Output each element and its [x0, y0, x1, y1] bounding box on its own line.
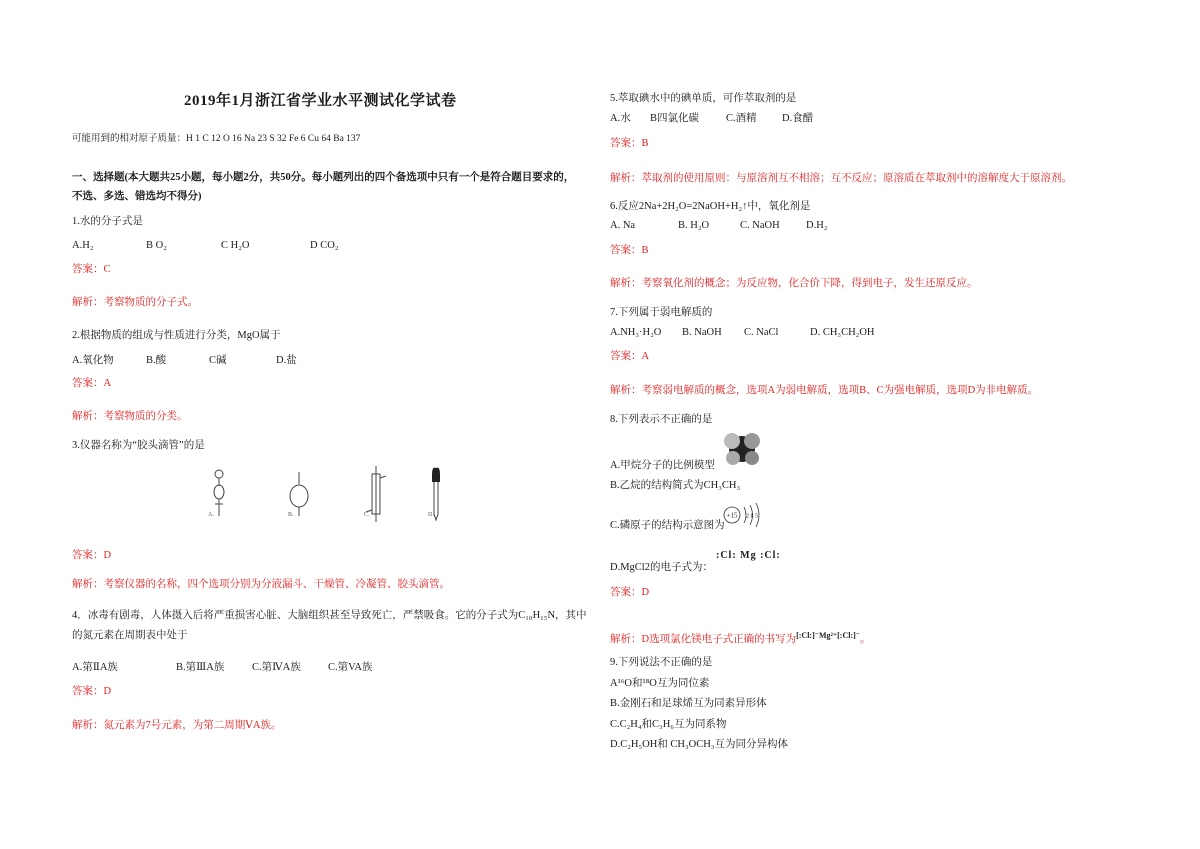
q8-analysis-text: 解析：D选项氯化镁电子式正确的书写为: [610, 634, 797, 645]
q6-option-a: A. Na: [610, 220, 636, 231]
q9-stem: 9.下列说法不正确的是: [610, 657, 713, 668]
q1-option-c: C H₂O: [221, 240, 250, 251]
q2-option-b: B.酸: [146, 355, 167, 366]
methane-model-image: [722, 430, 762, 471]
q5-option-c: C.酒精: [726, 113, 757, 124]
q8-option-c: C.磷原子的结构示意图为: [610, 520, 725, 531]
q2-option-c: C碱: [209, 355, 227, 366]
q7-analysis: 解析：考察弱电解质的概念，选项A为弱电解质，选项B、C为强电解质，选项D为非电解质。: [610, 385, 1039, 396]
instrument-label-a: A.: [208, 512, 214, 518]
q8-option-b: B.乙烷的结构简式为CH₃CH₃: [610, 480, 741, 491]
q1-option-a: A.H₂: [72, 240, 94, 251]
q5-option-a: A.水: [610, 113, 631, 124]
q2-analysis: 解析：考察物质的分类。: [72, 411, 188, 422]
svg-text:+15: +15: [726, 511, 738, 520]
separatory-funnel-icon: [214, 470, 224, 516]
q3-answer: 答案：D: [72, 550, 112, 561]
instrument-drawings: [204, 464, 444, 524]
q9-option-b: B.金刚石和足球烯互为同素异形体: [610, 698, 767, 709]
q6-stem: 6.反应2Na+2H₂O=2NaOH+H₂↑中，氧化剂是: [610, 201, 811, 212]
q7-option-d: D. CH₃CH₂OH: [810, 327, 875, 338]
q6-option-c: C. NaOH: [740, 220, 780, 231]
q7-stem: 7.下列属于弱电解质的: [610, 307, 713, 318]
q9-option-a: A¹⁶O和¹⁸O互为同位素: [610, 678, 710, 689]
q2-stem: 2.根据物质的组成与性质进行分类，MgO属于: [72, 330, 281, 341]
svg-text:2 8 5: 2 8 5: [746, 513, 758, 520]
q4-option-c: C.第ⅣA族: [252, 662, 301, 673]
q8-analysis-end: 。: [860, 634, 871, 645]
q8-analysis: [610, 629, 871, 647]
q3-analysis: 解析：考察仪器的名称，四个选项分别为分液漏斗、干燥管、冷凝管、胶头滴管。: [72, 579, 450, 590]
q7-option-a: A.NH₃·H₂O: [610, 327, 662, 338]
q4-answer: 答案：D: [72, 686, 112, 697]
q4-option-b: B.第ⅢA族: [176, 662, 225, 673]
q5-option-d: D.食醋: [782, 113, 814, 124]
q1-analysis: 解析：考察物质的分子式。: [72, 297, 198, 308]
instrument-figure: [204, 464, 444, 524]
atomic-masses: 可能用到的相对原子质量：H 1 C 12 O 16 Na 23 S 32 Fe 6 Cu 64 Ba 137: [72, 134, 361, 144]
q2-option-a: A.氧化物: [72, 355, 114, 366]
q7-answer: 答案：A: [610, 351, 650, 362]
q6-analysis: 解析：考察氧化剂的概念；为反应物，化合价下降，得到电子，发生还原反应。: [610, 278, 978, 289]
q7-option-c: C. NaCl: [744, 327, 779, 338]
q2-option-d: D.盐: [276, 355, 297, 366]
q4-option-a: A.第ⅡA族: [72, 662, 118, 673]
q5-option-b: B四氯化碳: [650, 113, 700, 124]
q4-analysis: 解析：氮元素为7号元素，为第二周期ⅤA族。: [72, 720, 282, 731]
q8-option-d: D.MgCl2的电子式为：: [610, 562, 713, 573]
q3-stem: 3.仪器名称为“胶头滴管”的是: [72, 440, 205, 451]
q4-option-d: C.第VA族: [328, 662, 373, 673]
q1-stem: 1.水的分子式是: [72, 216, 143, 227]
q8-answer: 答案：D: [610, 587, 650, 598]
q6-option-d: D.H₂: [806, 220, 828, 231]
q1-option-b: B O₂: [146, 240, 167, 251]
q5-stem: 5.萃取碘水中的碘单质，可作萃取剂的是: [610, 93, 797, 104]
q4-stem-line1: 4．冰毒有剧毒，人体摄入后将严重损害心脏、大脑组织甚至导致死亡，严禁吸食。它的分子式为C₁₀H₁₅N，其中: [72, 610, 587, 621]
q6-answer: 答案：B: [610, 245, 649, 256]
q5-answer: 答案：B: [610, 138, 649, 149]
instrument-label-b: B.: [288, 512, 294, 518]
mgcl2-dot-formula-image: [716, 545, 794, 567]
q4-stem-line2: 的氮元素在周期表中处于: [72, 630, 188, 641]
page-title: 2019年1月浙江省学业水平测试化学试卷: [184, 93, 457, 109]
section-instructions-1: 一、选择题(本大题共25小题，每小题2分，共50分。每小题列出的四个备选项中只有一个是符合题目要求的，: [72, 172, 575, 183]
instrument-label-d: D.: [428, 512, 434, 518]
mgcl2-dot-formula: :Cl: Mg :Cl:: [716, 550, 781, 561]
q1-answer: 答案：C: [72, 264, 111, 275]
q6-option-b: B. H₂O: [678, 220, 710, 231]
atom-structure-icon: [722, 500, 766, 530]
q1-option-d: D CO₂: [310, 240, 339, 251]
q8-stem: 8.下列表示不正确的是: [610, 414, 713, 425]
q8-option-a: A.甲烷分子的比例模型: [610, 460, 715, 471]
section-instructions-2: 不选、多选、错选均不得分): [72, 191, 202, 202]
q5-analysis: 解析：萃取剂的使用原则：与原溶剂互不相溶；互不反应；原溶质在萃取剂中的溶解度大于原溶剂。: [610, 173, 1072, 184]
instrument-label-c: C.: [364, 512, 370, 518]
methane-model-icon: [722, 430, 762, 466]
q9-option-c: C.C₂H₄和C₃H₆互为同系物: [610, 719, 727, 730]
phosphorus-atom-diagram: [722, 500, 766, 535]
mgcl2-correct-formula: [:Cl:]⁻Mg²⁺[:Cl:]⁻: [796, 631, 861, 640]
q2-answer: 答案：A: [72, 378, 112, 389]
q7-option-b: B. NaOH: [682, 327, 722, 338]
q9-option-d: D.C₂H₅OH和 CH₃OCH₃互为同分异构体: [610, 739, 788, 750]
drying-tube-icon: [290, 472, 308, 516]
